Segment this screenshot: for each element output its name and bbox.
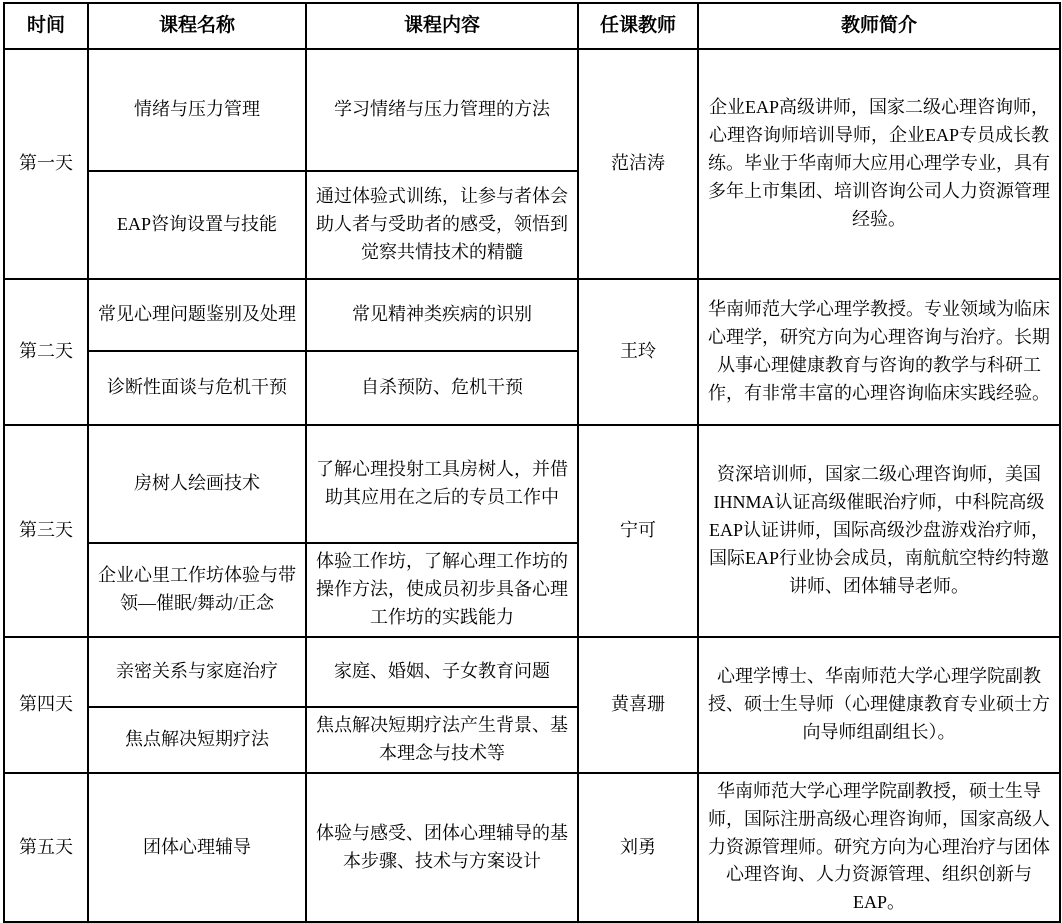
teacher-intro-cell: 华南师范大学心理学院副教授，硕士生导师，国际注册高级心理咨询师，国家高级人力资源管理师。研究方向为心理治疗与团体心理咨询、人力资源管理、组织创新与EAP。	[698, 773, 1060, 922]
course-name-cell: 情绪与压力管理	[88, 49, 306, 171]
course-name-cell: 诊断性面谈与危机干预	[88, 351, 306, 425]
day-cell: 第三天	[4, 425, 88, 637]
day-cell: 第二天	[4, 279, 88, 425]
teacher-cell: 刘勇	[578, 773, 698, 922]
course-content-cell: 家庭、婚姻、子女教育问题	[306, 637, 578, 707]
teacher-cell: 范洁涛	[578, 49, 698, 279]
course-content-cell: 常见精神类疾病的识别	[306, 279, 578, 351]
course-schedule-table	[3, 2, 1061, 923]
teacher-intro-cell: 资深培训师，国家二级心理咨询师，美国IHNMA认证高级催眠治疗师，中科院高级EAP认证讲师，国际高级沙盘游戏治疗师，国际EAP行业协会成员，南航航空特约特邀讲师、团体辅导老师。	[698, 425, 1060, 637]
course-name-cell: 企业心里工作坊体验与带领—催眠/舞动/正念	[88, 543, 306, 637]
teacher-cell: 宁可	[578, 425, 698, 637]
table-row	[4, 637, 1060, 707]
teacher-cell: 王玲	[578, 279, 698, 425]
course-content-cell: 焦点解决短期疗法产生背景、基本理念与技术等	[306, 707, 578, 773]
day-cell: 第四天	[4, 637, 88, 773]
table-row	[4, 773, 1060, 922]
teacher-intro-cell: 华南师范大学心理学教授。专业领域为临床心理学，研究方向为心理咨询与治疗。长期从事心理健康教育与咨询的教学与科研工作，有非常丰富的心理咨询临床实践经验。	[698, 279, 1060, 425]
course-content-cell: 自杀预防、危机干预	[306, 351, 578, 425]
course-content-cell: 体验工作坊，了解心理工作坊的操作方法，使成员初步具备心理工作坊的实践能力	[306, 543, 578, 637]
course-content-cell: 学习情绪与压力管理的方法	[306, 49, 578, 171]
teacher-intro-cell: 心理学博士、华南师范大学心理学院副教授、硕士生导师（心理健康教育专业硕士方向导师组副组长）。	[698, 637, 1060, 773]
course-content-cell: 通过体验式训练，让参与者体会助人者与受助者的感受，领悟到觉察共情技术的精髓	[306, 171, 578, 279]
course-name-cell: 常见心理问题鉴别及处理	[88, 279, 306, 351]
header-cell-time: 时间	[4, 3, 88, 49]
table-row	[4, 425, 1060, 543]
course-name-cell: 焦点解决短期疗法	[88, 707, 306, 773]
course-content-cell: 了解心理投射工具房树人，并借助其应用在之后的专员工作中	[306, 425, 578, 543]
teacher-cell: 黄喜珊	[578, 637, 698, 773]
course-name-cell: 亲密关系与家庭治疗	[88, 637, 306, 707]
course-name-cell: 房树人绘画技术	[88, 425, 306, 543]
course-name-cell: 团体心理辅导	[88, 773, 306, 922]
header-cell-course-name: 课程名称	[88, 3, 306, 49]
course-content-cell: 体验与感受、团体心理辅导的基本步骤、技术与方案设计	[306, 773, 578, 922]
day-cell: 第一天	[4, 49, 88, 279]
header-cell-teacher: 任课教师	[578, 3, 698, 49]
header-row	[4, 3, 1060, 49]
day-cell: 第五天	[4, 773, 88, 922]
header-cell-course-content: 课程内容	[306, 3, 578, 49]
course-name-cell: EAP咨询设置与技能	[88, 171, 306, 279]
header-cell-teacher-intro: 教师简介	[698, 3, 1060, 49]
table-row	[4, 279, 1060, 351]
teacher-intro-cell: 企业EAP高级讲师，国家二级心理咨询师，心理咨询师培训导师，企业EAP专员成长教练。毕业于华南师大应用心理学专业，具有多年上市集团、培训咨询公司人力资源管理经验。	[698, 49, 1060, 279]
table-row	[4, 49, 1060, 171]
